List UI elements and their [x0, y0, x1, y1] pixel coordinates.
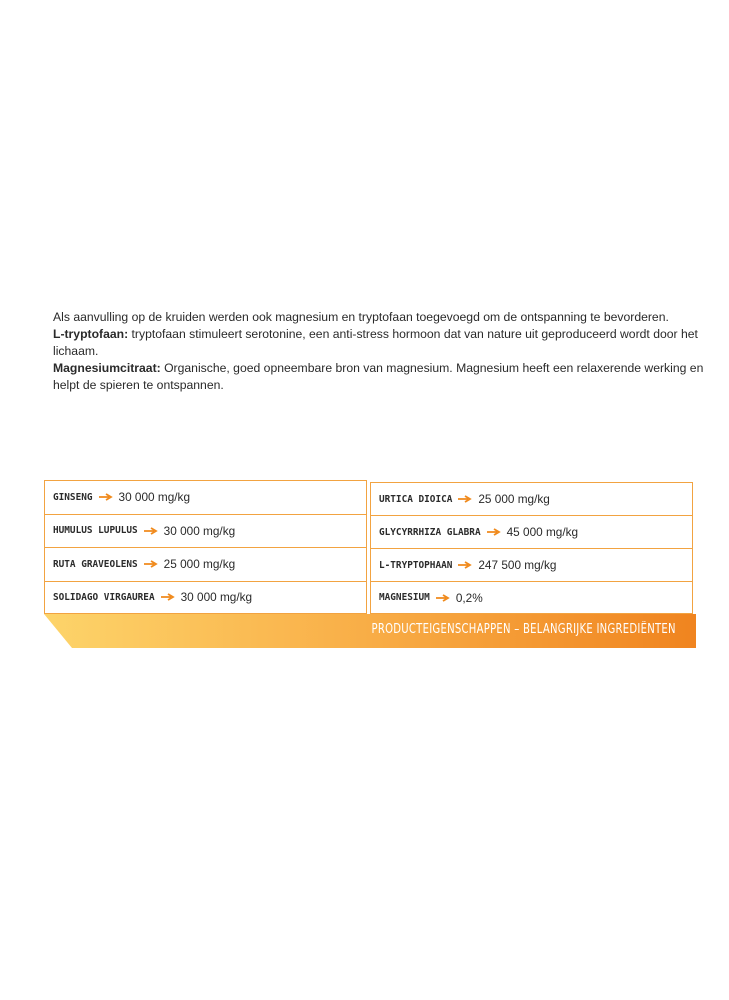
tryptofaan-label: L-tryptofaan: [53, 327, 129, 341]
arrow-right-icon [458, 495, 472, 503]
ingredient-row [370, 581, 693, 614]
ingredient-row [44, 581, 367, 615]
arrow-right-icon [144, 527, 158, 535]
ingredients-column-right [370, 482, 693, 614]
ingredient-value: 30 000 mg/kg [163, 523, 236, 538]
ingredient-name: L-TRYPTOPHAAN [379, 559, 453, 571]
tryptofaan-paragraph [53, 326, 713, 360]
ingredient-name: URTICA DIOICA [379, 493, 453, 505]
ingredient-name: GINSENG [53, 491, 93, 503]
ingredient-row [370, 515, 693, 548]
arrow-right-icon [487, 528, 501, 536]
ingredient-name: HUMULUS LUPULUS [53, 525, 138, 537]
ingredient-value: 30 000 mg/kg [118, 490, 190, 505]
arrow-right-icon [99, 493, 113, 501]
magnesium-paragraph [53, 360, 713, 394]
magnesium-label: Magnesiumcitraat: [53, 361, 161, 375]
ingredient-value: 0,2% [455, 590, 483, 605]
ingredient-row [44, 480, 367, 514]
ingredient-value: 25 000 mg/kg [478, 492, 550, 506]
ingredient-row [44, 514, 367, 548]
ingredient-row [44, 547, 367, 581]
arrow-right-icon [161, 593, 175, 601]
arrow-right-icon [458, 561, 472, 569]
ingredient-row [370, 548, 693, 581]
ingredient-row [370, 482, 693, 515]
ingredient-name: SOLIDAGO VIRGAUREA [53, 591, 155, 603]
banner-title: PRODUCTEIGENSCHAPPEN – BELANGRIJKE INGREDIËNTEN [371, 622, 676, 637]
arrow-right-icon [144, 560, 158, 568]
ingredient-value: 45 000 mg/kg [506, 525, 579, 539]
ingredient-value: 247 500 mg/kg [478, 558, 557, 572]
ingredient-value: 25 000 mg/kg [163, 557, 236, 572]
ingredient-value: 30 000 mg/kg [180, 590, 253, 605]
magnesium-text: Organische, goed opneembare bron van magnesium. Magnesium heeft een relaxerende werking en helpt de spieren te ontspannen. [53, 361, 704, 392]
intro-line: Als aanvulling op de kruiden werden ook magnesium en tryptofaan toegevoegd om de ontspanning te bevorderen. [53, 310, 669, 324]
ingredients-column-left [44, 480, 367, 614]
arrow-right-icon [436, 594, 450, 602]
ingredient-name: GLYCYRRHIZA GLABRA [379, 526, 481, 538]
ingredient-name: RUTA GRAVEOLENS [53, 558, 138, 570]
ingredient-name: MAGNESIUM [379, 592, 430, 603]
intro-text [53, 309, 713, 394]
ingredients-banner [44, 614, 696, 648]
ingredients-table [44, 480, 695, 614]
tryptofaan-text: tryptofaan stimuleert serotonine, een anti-stress hormoon dat van nature uit geproduceerd wordt door het lichaam. [53, 327, 698, 358]
